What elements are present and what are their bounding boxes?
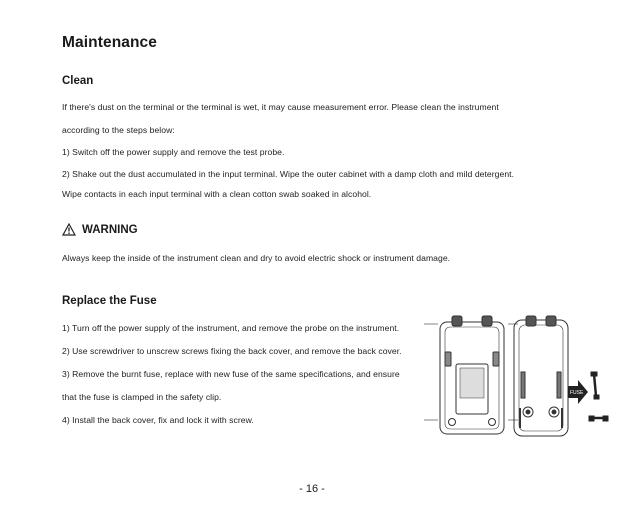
fuse-replacement-figure — [418, 312, 618, 444]
fuse-step-1: 1) Turn off the power supply of the instrument, and remove the probe on the instrument. — [62, 323, 400, 333]
clean-step-1: 1) Switch off the power supply and remove the test probe. — [62, 147, 285, 157]
clean-heading: Clean — [62, 75, 94, 87]
fuse-step-2: 2) Use screwdriver to unscrew screws fixing the back cover, and remove the back cover. — [62, 346, 402, 356]
meter-inside-illustration — [514, 316, 568, 436]
clean-intro-line-2: according to the steps below: — [62, 125, 175, 135]
page-number: - 16 - — [299, 483, 325, 495]
fuse-step-3-line-1: 3) Remove the burnt fuse, replace with new fuse of the same specifications, and ensure — [62, 369, 400, 379]
warning-block — [62, 223, 138, 236]
fuse-step-3-line-2: that the fuse is clamped in the safety clip. — [62, 392, 222, 402]
warning-label: WARNING — [82, 223, 138, 236]
page-title: Maintenance — [62, 34, 157, 51]
fuse-arrow-icon — [568, 380, 588, 404]
warning-text: Always keep the inside of the instrument clean and dry to avoid electric shock or instrument damage. — [62, 253, 451, 263]
clean-intro-line-1: If there's dust on the terminal or the terminal is wet, it may cause measurement error. Please clean the instrument — [62, 102, 499, 112]
fuse-arrow-label: FUSE — [570, 390, 584, 396]
meter-back-illustration — [424, 316, 518, 434]
fuse-step-4: 4) Install the back cover, fix and lock it with screw. — [62, 415, 254, 425]
warning-triangle-icon — [62, 223, 76, 236]
clean-step-2-line-1: 2) Shake out the dust accumulated in the input terminal. Wipe the outer cabinet with a damp cloth and mild detergent. — [62, 169, 515, 179]
fuse-heading: Replace the Fuse — [62, 295, 157, 307]
clean-step-2-line-2: Wipe contacts in each input terminal with a clean cotton swab soaked in alcohol. — [62, 189, 372, 199]
fuse-icon — [589, 372, 608, 421]
